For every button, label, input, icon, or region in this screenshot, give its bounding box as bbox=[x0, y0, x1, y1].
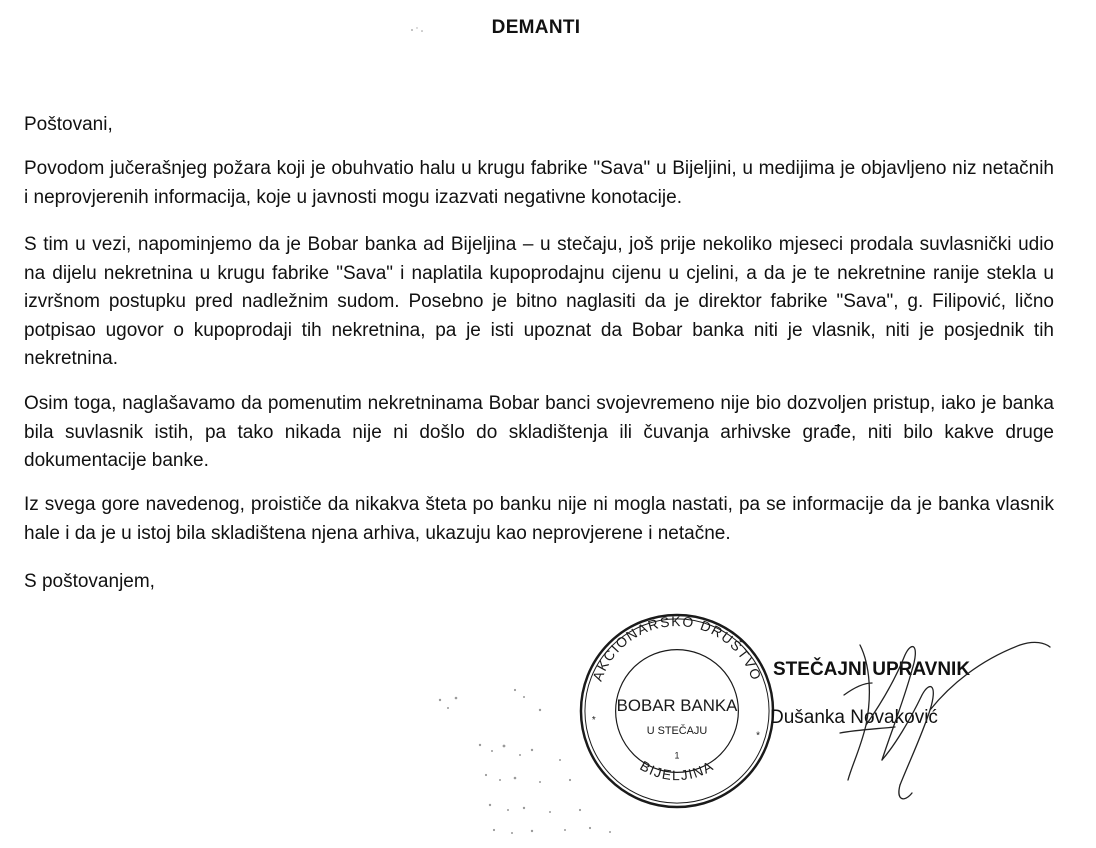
signatory-name: Dušanka Novaković bbox=[770, 707, 938, 728]
bank-stamp bbox=[578, 612, 776, 810]
paragraph-2: S tim u vezi, napominjemo da je Bobar banka ad Bijeljina – u stečaju, još prije nekoliko mjeseci prodala suvlasnički udio na dijelu nekretnina u krugu fabrike "Sava" i naplatila kupoprodajnu cijenu u cjelini, a da je te nekretnine ranije stekla u izvršnom postupku pred nadležnim sudom. Posebno je bitno naglasiti da je direktor fabrike "Sava", g. Filipović, lično potpisao ugovor o kupoprodaji tih nekretnina, pa je isti upoznat da Bobar banka niti je vlasnik, niti je posjednik tih nekretnina. bbox=[24, 234, 1054, 369]
closing-phrase: S poštovanjem, bbox=[24, 571, 155, 592]
document-title: DEMANTI bbox=[491, 17, 581, 38]
stamp-bank-name: BOBAR BANKA bbox=[616, 696, 738, 715]
paragraph-1: Povodom jučerašnjeg požara koji je obuhvatio halu u krugu fabrike "Sava" u Bijeljini, u medijima je objavljeno niz netačnih i neprovjerenih informacija, koje u javnosti mogu izazvati negativne konotacije. bbox=[24, 158, 1054, 208]
handwritten-signature bbox=[800, 625, 1060, 825]
stamp-status: U STEČAJU bbox=[646, 724, 708, 737]
salutation: Poštovani, bbox=[24, 114, 113, 135]
stamp-star-left: * bbox=[591, 714, 596, 726]
stamp-star-right: * bbox=[756, 730, 761, 742]
paragraph-3: Osim toga, naglašavamo da pomenutim nekretninama Bobar banci svojevremeno nije bio dozvoljen pristup, iako je banka bila suvlasnik istih, pa tako nikada nije ni došlo do skladištenja ili čuvanja arhivske građe, niti bilo kakve druge dokumentacije banke. bbox=[24, 393, 1054, 471]
stamp-number: 1 bbox=[674, 750, 680, 761]
stamp-city: BIJELJINA bbox=[637, 757, 717, 784]
stamp-ring-text: AKCIONARSKO DRUŠTVO bbox=[588, 613, 766, 684]
signatory-title: STEČAJNI UPRAVNIK bbox=[773, 659, 971, 680]
paragraph-4: Iz svega gore navedenog, proističe da nikakva šteta po banku nije ni mogla nastati, pa se informacije da je banka vlasnik hale i da je u istoj bila skladištena njena arhiva, ukazuju kao neprovjerene i netačne. bbox=[24, 494, 1054, 544]
